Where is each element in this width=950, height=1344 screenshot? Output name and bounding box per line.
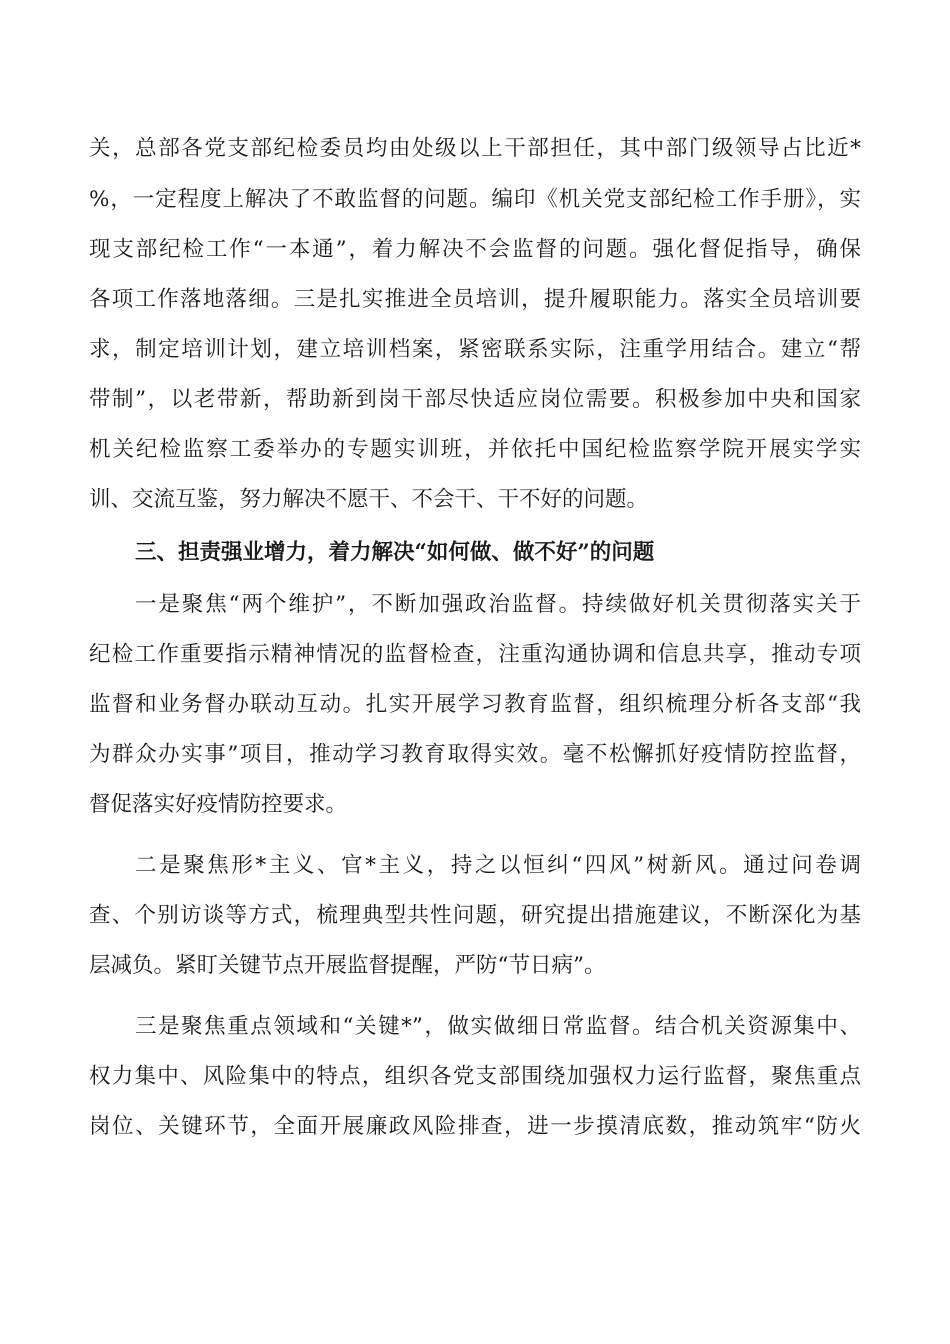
paragraph-line: 二是聚焦形*主义、官*主义，持之以恒纠“四风”树新风。通过问卷调 — [135, 853, 861, 878]
paragraph-line: 查、个别访谈等方式，梳理典型共性问题，研究提出措施建议，不断深化为基 — [89, 903, 861, 928]
paragraph-line: 现支部纪检工作“一本通”，着力解决不会监督的问题。强化督促指导，确保 — [89, 237, 861, 262]
paragraph-line: 岗位、关键环节，全面开展廉政风险排查，进一步摸清底数，推动筑牢“防火 — [89, 1114, 861, 1139]
paragraph-line: %，一定程度上解决了不敢监督的问题。编印《机关党支部纪检工作手册》，实 — [89, 187, 861, 212]
paragraph-line: 三是聚焦重点领域和“关键*”，做实做细日常监督。结合机关资源集中、 — [135, 1014, 861, 1039]
paragraph-line: 训、交流互鉴，努力解决不愿干、不会干、干不好的问题。 — [89, 487, 649, 512]
paragraph-line: 督促落实好疫情防控要求。 — [89, 792, 348, 817]
paragraph-line: 为群众办实事”项目，推动学习教育取得实效。毫不松懈抓好疫情防控监督， — [89, 742, 861, 767]
section-heading: 三、担责强业增力，着力解决“如何做、做不好”的问题 — [135, 540, 655, 565]
paragraph-line: 求，制定培训计划，建立培训档案，紧密联系实际，注重学用结合。建立“帮 — [89, 337, 861, 362]
paragraph-line: 关，总部各党支部纪检委员均由处级以上干部担任，其中部门级领导占比近* — [89, 136, 861, 161]
paragraph-line: 纪检工作重要指示精神情况的监督检查，注重沟通协调和信息共享，推动专项 — [89, 642, 861, 667]
paragraph-line: 带制”，以老带新，帮助新到岗干部尽快适应岗位需要。积极参加中央和国家 — [89, 387, 861, 412]
paragraph-line: 各项工作落地落细。三是扎实推进全员培训，提升履职能力。落实全员培训要 — [89, 287, 861, 312]
paragraph-line: 层减负。紧盯关键节点开展监督提醒，严防“节日病”。 — [89, 953, 606, 978]
paragraph-line: 监督和业务督办联动互动。扎实开展学习教育监督，组织梳理分析各支部“我 — [89, 692, 861, 717]
paragraph-line: 一是聚焦“两个维护”，不断加强政治监督。持续做好机关贯彻落实关于 — [135, 592, 861, 617]
paragraph-line: 机关纪检监察工委举办的专题实训班，并依托中国纪检监察学院开展实学实 — [89, 437, 861, 462]
paragraph-line: 权力集中、风险集中的特点，组织各党支部围绕加强权力运行监督，聚焦重点 — [89, 1064, 861, 1089]
